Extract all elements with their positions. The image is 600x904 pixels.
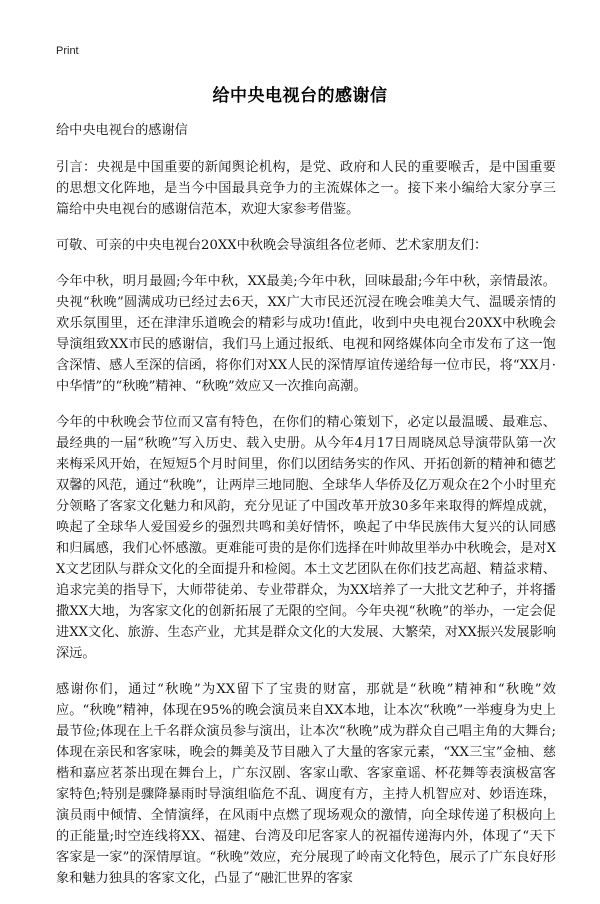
salutation-paragraph: 可敬、可亲的中央电视台20XX中秋晚会导演组各位老师、艺术家朋友们： bbox=[56, 238, 488, 253]
intro-paragraph: 引言：央视是中国重要的新闻舆论机构，是党、政府和人民的重要喉舌，是中国重要的思想文化阵地，是当今中国最具竞争力的主流媒体之一。接下来小编给大家分享三篇给中央电视台的感谢信范本，欢迎大家参考借鉴。 bbox=[56, 160, 556, 217]
document-title: 给中央电视台的感谢信 bbox=[212, 86, 388, 106]
body-paragraph-3: 感谢你们，通过“秋晚”为XX留下了宝贵的财富，那就是“秋晚”精神和“秋晚”效应。“秋晚”精神，体现在95%的晚会演员来自XX本地，让本次“秋晚”一举瘦身为史上最节俭;体现在上千名群众演员参与演出，让本次“秋晚”成为群众自己唱主角的大舞台;体现在亲民和客家味，晚会的舞美及节目融入了大量的客家元素，“XX三宝”金柚、慈楷和嘉应茗茶出现在舞台上，广东汉剧、客家山歌、客家童谣、杯花舞等表演极富客家特色;特别是骤降暴雨时导演组临危不乱、调度有方，主持人机智应对、妙语连珠，演员雨中倾情、全情演绎，在风雨中点燃了现场观众的激情，向全球传递了积极向上的正能量;时空连线将XX、福建、台湾及印尼客家人的祝福传递海内外，体现了“天下客家是一家”的深情厚谊。“秋晚”效应，充分展现了岭南文化特色，展示了广东良好形象和魅力独具的客家文化，凸显了“融汇世界的客家 bbox=[56, 682, 556, 886]
print-label: Print bbox=[56, 45, 79, 57]
document-subtitle: 给中央电视台的感谢信 bbox=[56, 123, 188, 138]
body-paragraph-2: 今年的中秋晚会节位而又富有特色，在你们的精心策划下，必定以最温暖、最难忘、最经典的一届“秋晚”写入历史、载入史册。从今年4月17日周晓凤总导演带队第一次来梅采风开始，在短短5个月时间里，你们以团结务实的作风、开拓创新的精神和德艺双馨的风范，通过“秋晚”，让两岸三地同胞、全球华人华侨及亿万观众在2个小时里充分领略了客家文化魅力和风韵，充分见证了中国改革开放30多年来取得的辉煌成就，唤起了全球华人爱国爱乡的强烈共鸣和美好情怀，唤起了中华民族伟大复兴的认同感和归属感，我们心怀感激。更难能可贵的是你们选择在叶帅故里举办中秋晚会，是对XX文艺团队与群众文化的全面提升和检阅。本土文艺团队在你们技艺高超、精益求精、追求完美的指导下，大师带徒弟、专业带群众，为XX培养了一大批文艺种子，并将播撒XX大地，为客家文化的创新拓展了无限的空间。今年央视“秋晚”的举办，一定会促进XX文化、旅游、生态产业，尤其是群众文化的大发展、大繁荣，对XX振兴发展影响深远。 bbox=[56, 415, 556, 661]
document-body bbox=[56, 120, 556, 904]
body-paragraph-1: 今年中秋，明月最圆;今年中秋，XX最美;今年中秋，回味最甜;今年中秋，亲情最浓。央视“秋晚”圆满成功已经过去6天，XX广大市民还沉浸在晚会唯美大气、温暖亲情的欢乐氛围里，还在津津乐道晚会的精彩与成功!值此，收到中央电视台20XX中秋晚会导演组致XX市民的感谢信，我们马上通过报纸、电视和网络媒体向全市发布了这一饱含深情、感人至深的信函，将你们对XX人民的深情厚谊传递给每一位市民，将“XX月·中华情”的“秋晚”精神、“秋晚”效应又一次推向高潮。 bbox=[56, 274, 556, 394]
